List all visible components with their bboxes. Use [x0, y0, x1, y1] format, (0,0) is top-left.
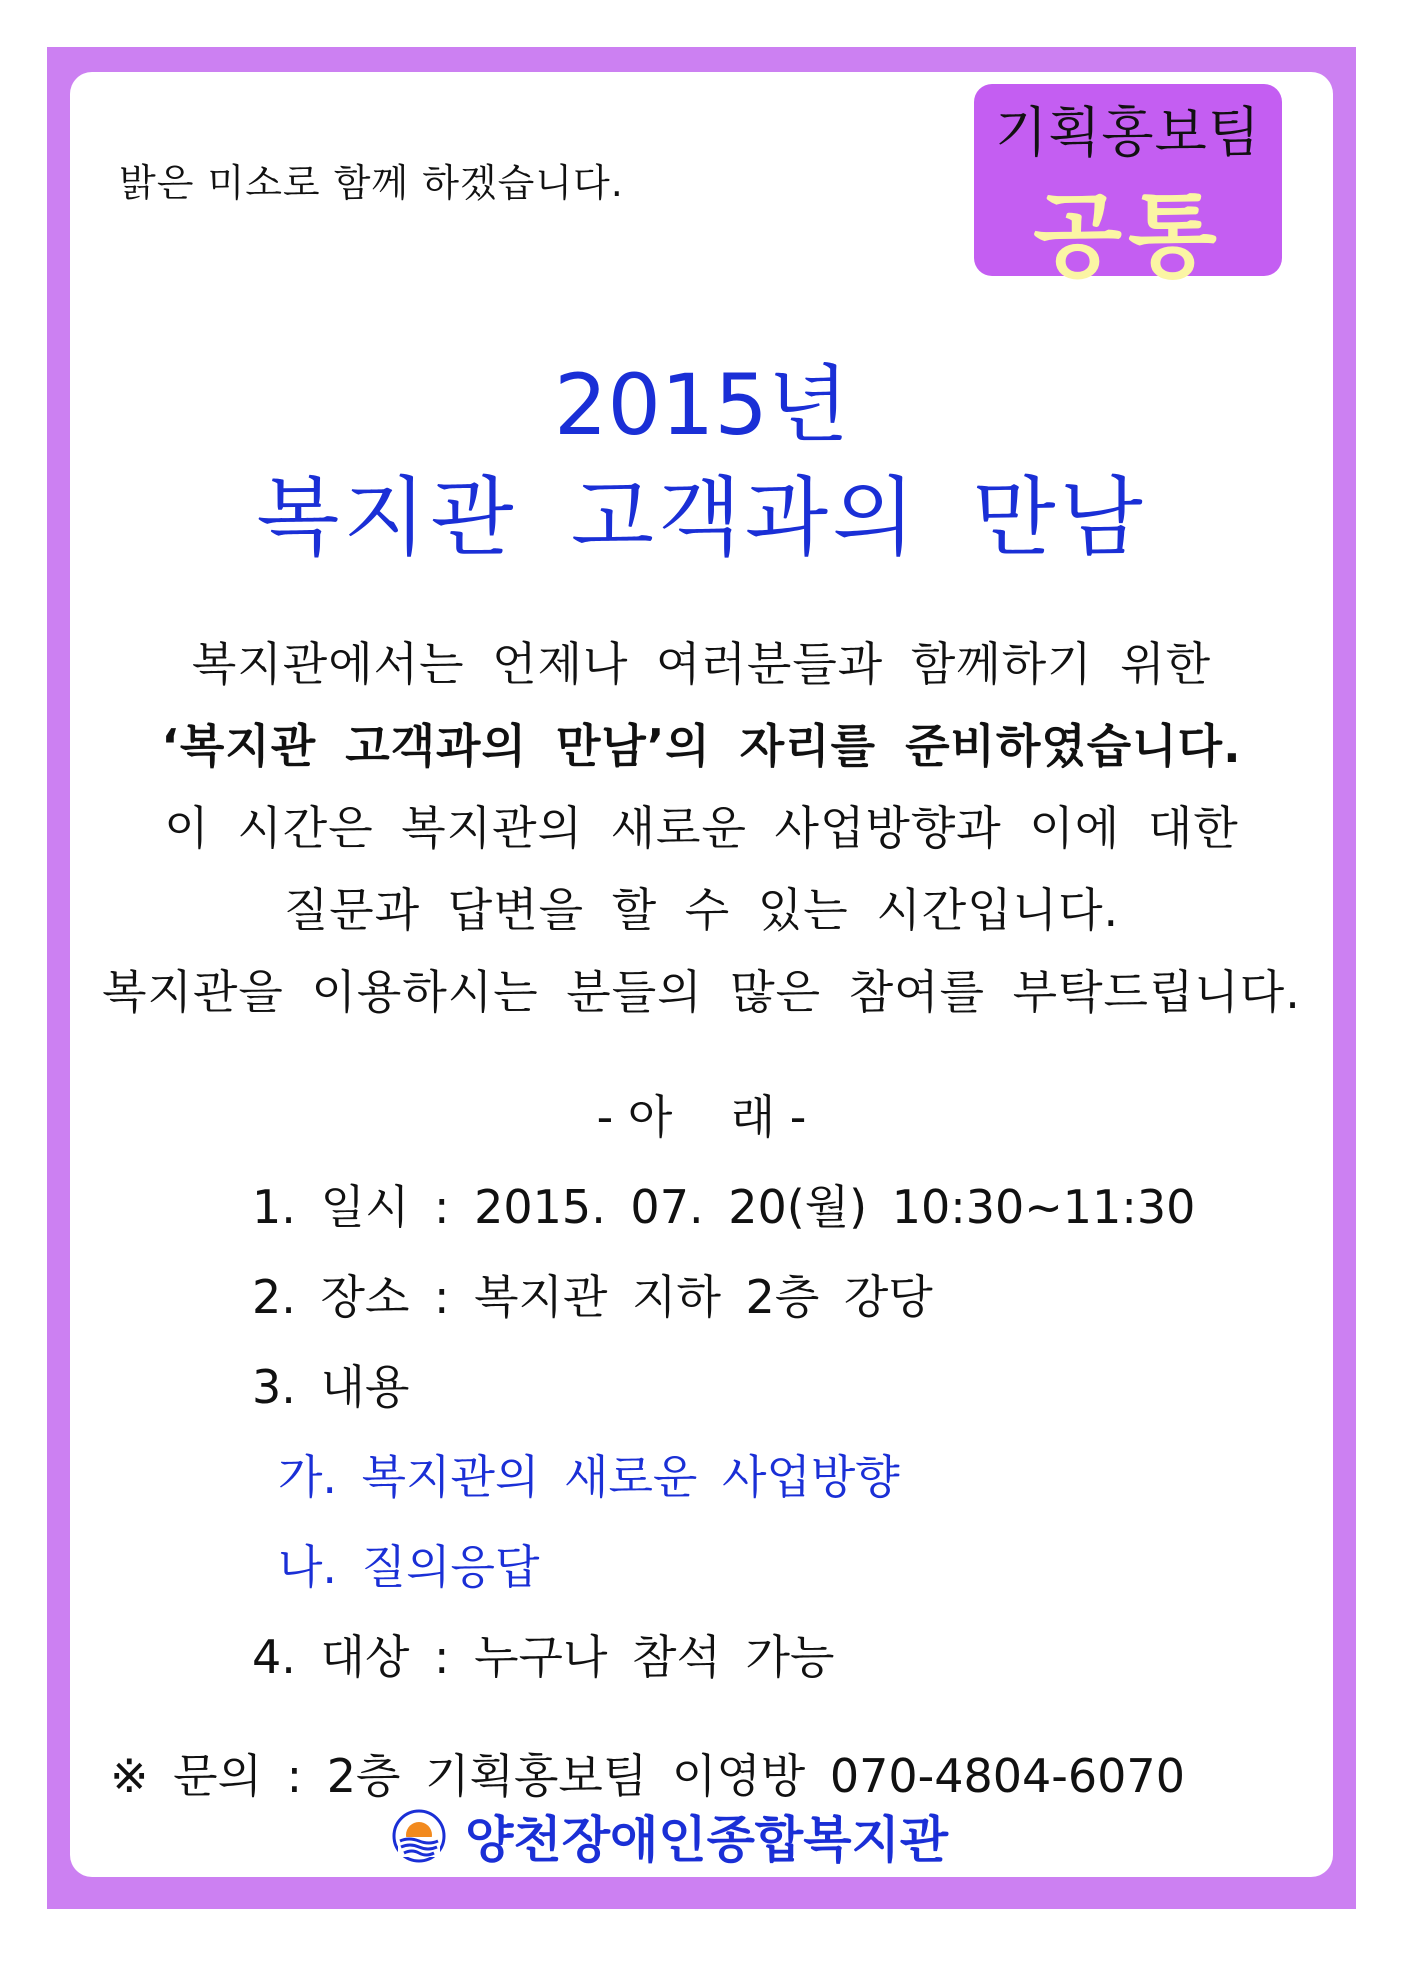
team-badge	[974, 84, 1282, 290]
intro-line: 복지관에서는 언제나 여러분들과 함께하기 위한	[191, 637, 1212, 691]
detail-content-a: 가. 복지관의 새로운 사업방향	[278, 1450, 900, 1504]
title-year: 2015년	[554, 356, 849, 454]
detail-place: 2. 장소 : 복지관 지하 2층 강당	[252, 1270, 933, 1324]
team-name: 기획홍보팀	[995, 101, 1261, 164]
sunrise-over-waves-icon	[392, 1809, 446, 1863]
intro-line: 질문과 답변을 할 수 있는 시간입니다.	[283, 883, 1120, 937]
intro-paragraph	[0, 628, 1403, 1038]
inquiry-contact: ※ 문의 : 2층 기획홍보팀 이영방 070-4804-6070	[110, 1749, 1185, 1803]
intro-line: 이 시간은 복지관의 새로운 사업방향과 이에 대한	[164, 801, 1239, 855]
intro-line: 복지관을 이용하시는 분들의 많은 참여를 부탁드립니다.	[102, 965, 1301, 1019]
organization-footer	[392, 1800, 948, 1870]
detail-content: 3. 내용	[252, 1360, 410, 1414]
notice-heading: - 아 래 -	[596, 1090, 807, 1144]
detail-content-b: 나. 질의응답	[278, 1540, 540, 1594]
slogan: 밝은 미소로 함께 하겠습니다.	[119, 161, 624, 205]
intro-line: ‘복지관 고객과의 만남’의 자리를 준비하였습니다.	[161, 719, 1242, 773]
page-title: 복지관 고객과의 만남	[256, 468, 1147, 568]
detail-date: 1. 일시 : 2015. 07. 20(월) 10:30~11:30	[252, 1180, 1196, 1234]
organization-name: 양천장애인종합복지관	[465, 1811, 949, 1869]
detail-target: 4. 대상 : 누구나 참석 가능	[252, 1630, 835, 1684]
team-tag: 공통	[1033, 183, 1223, 290]
